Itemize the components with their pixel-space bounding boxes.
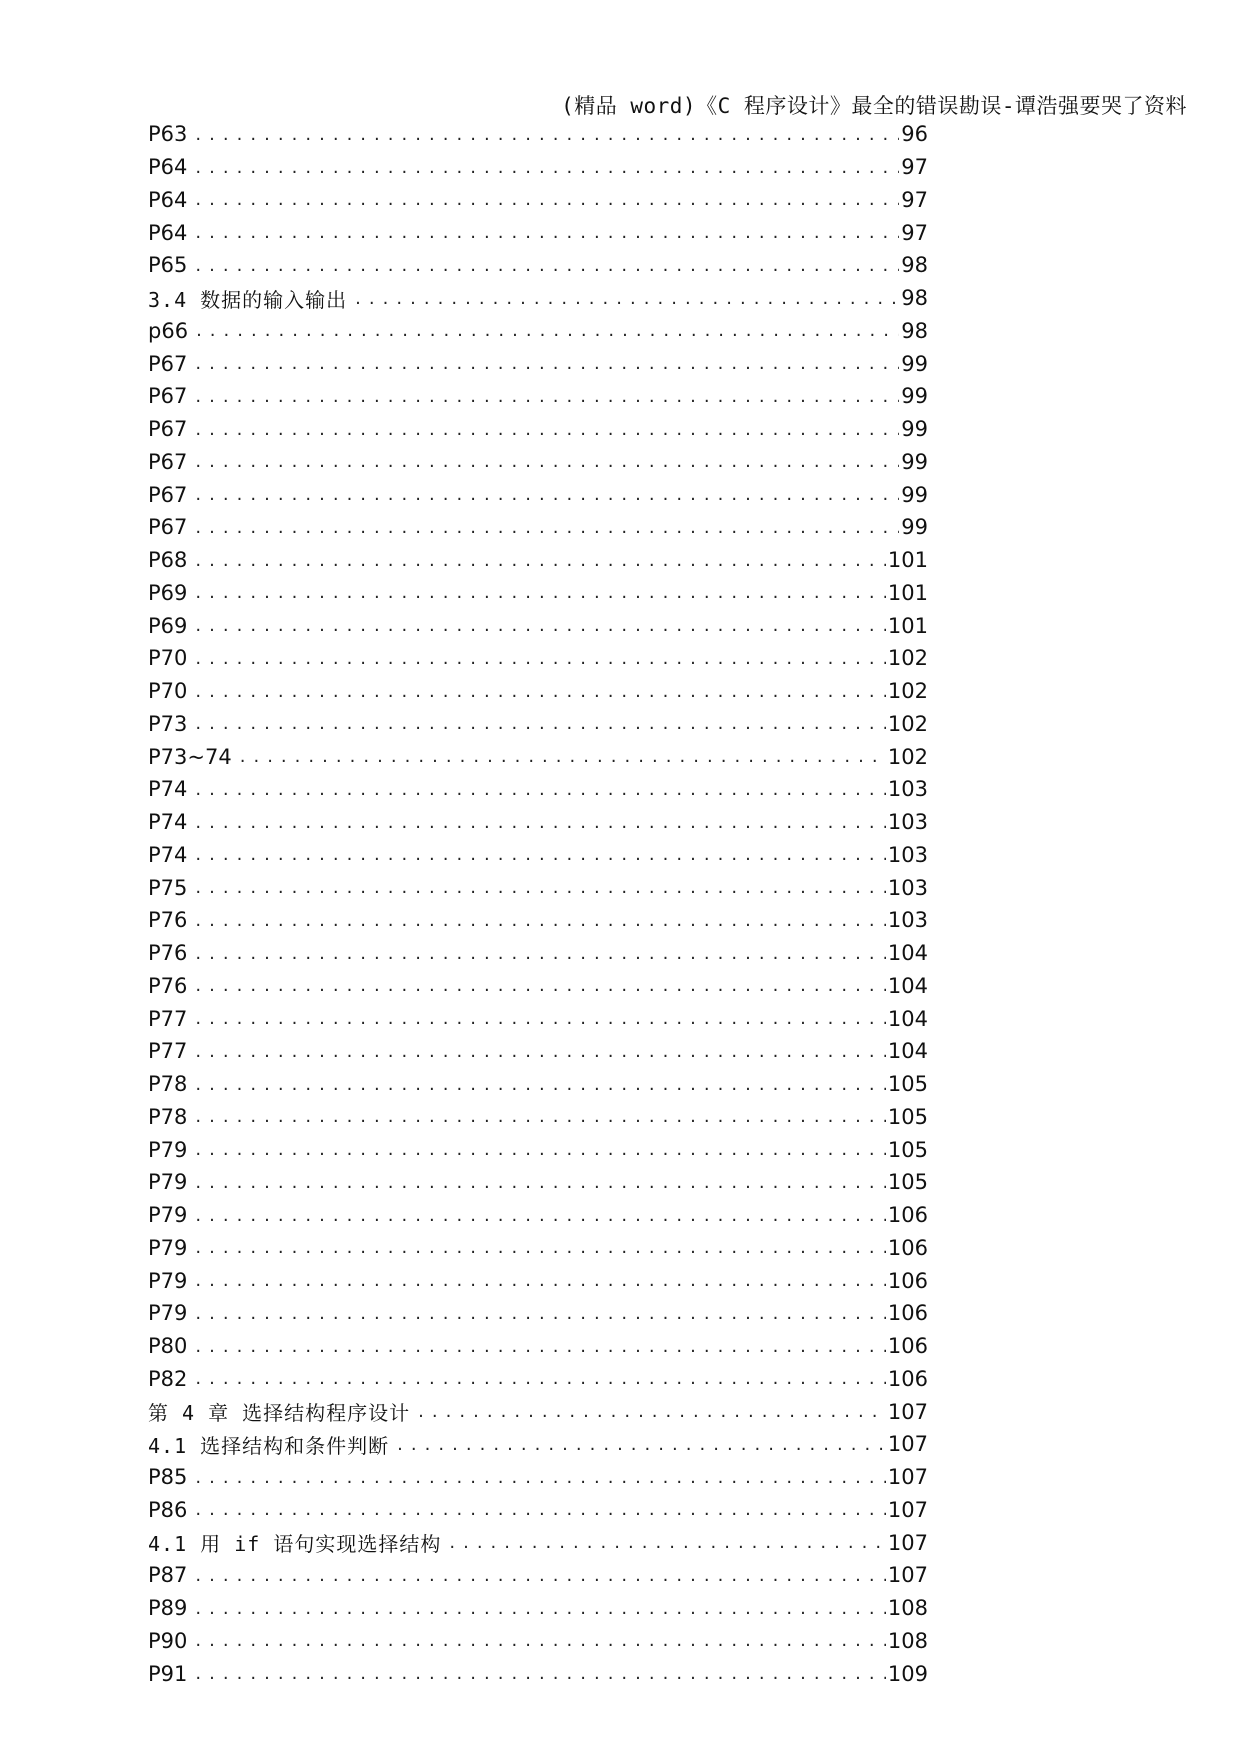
toc-entry-title: P76 xyxy=(148,941,188,966)
toc-entry-title: P63 xyxy=(148,122,188,147)
toc-entry-title: 4.1 选择结构和条件判断 xyxy=(148,1433,390,1458)
toc-entry[interactable] xyxy=(148,1264,928,1297)
toc-entry[interactable] xyxy=(148,1494,928,1527)
toc-dot-leader xyxy=(418,1401,886,1422)
toc-entry[interactable] xyxy=(148,511,928,544)
toc-entry-page: 103 xyxy=(887,777,928,802)
toc-entry-title: P80 xyxy=(148,1334,188,1359)
toc-entry[interactable] xyxy=(148,609,928,642)
toc-entry[interactable] xyxy=(148,1297,928,1330)
toc-entry-title: P79 xyxy=(148,1137,188,1162)
toc-entry[interactable] xyxy=(148,282,928,315)
toc-entry[interactable] xyxy=(148,871,928,904)
toc-entry-page: 96 xyxy=(901,122,928,147)
toc-dot-leader xyxy=(195,484,899,505)
toc-dot-leader xyxy=(195,157,899,178)
toc-dot-leader xyxy=(195,844,886,865)
toc-entry-page: 107 xyxy=(887,1399,928,1424)
toc-dot-leader xyxy=(195,386,899,407)
toc-entry-title: P67 xyxy=(148,449,188,474)
toc-entry-page: 102 xyxy=(887,679,928,704)
toc-dot-leader xyxy=(449,1532,886,1553)
toc-entry-page: 104 xyxy=(887,1039,928,1064)
toc-dot-leader xyxy=(195,353,899,374)
toc-entry[interactable] xyxy=(148,151,928,184)
toc-entry-title: P68 xyxy=(148,548,188,573)
toc-entry[interactable] xyxy=(148,216,928,249)
toc-entry-title: P91 xyxy=(148,1661,188,1686)
toc-dot-leader xyxy=(397,1434,886,1455)
toc-entry-page: 99 xyxy=(901,515,928,540)
toc-entry-page: 108 xyxy=(887,1596,928,1621)
toc-entry-title: P64 xyxy=(148,220,188,245)
toc-entry-title: P86 xyxy=(148,1497,188,1522)
toc-entry-title: P78 xyxy=(148,1072,188,1097)
toc-entry[interactable] xyxy=(148,413,928,446)
toc-dot-leader xyxy=(195,189,899,210)
toc-entry[interactable] xyxy=(148,904,928,937)
toc-entry-page: 104 xyxy=(887,973,928,998)
toc-entry[interactable] xyxy=(148,184,928,217)
toc-entry[interactable] xyxy=(148,577,928,610)
toc-entry-page: 103 xyxy=(887,842,928,867)
toc-entry[interactable] xyxy=(148,1395,928,1428)
toc-dot-leader xyxy=(195,877,886,898)
toc-entry-page: 102 xyxy=(887,744,928,769)
toc-entry-title: P69 xyxy=(148,613,188,638)
toc-entry-title: P74 xyxy=(148,842,188,867)
toc-entry-page: 101 xyxy=(887,548,928,573)
toc-entry[interactable] xyxy=(148,1625,928,1658)
toc-entry[interactable] xyxy=(148,347,928,380)
toc-entry-title: P74 xyxy=(148,810,188,835)
toc-dot-leader xyxy=(195,124,899,145)
toc-entry-page: 101 xyxy=(887,580,928,605)
toc-dot-leader xyxy=(195,451,899,472)
toc-dot-leader xyxy=(195,1172,886,1193)
toc-dot-leader xyxy=(355,288,899,309)
toc-dot-leader xyxy=(195,1499,886,1520)
table-of-contents xyxy=(148,118,928,1690)
toc-entry-title: P70 xyxy=(148,679,188,704)
toc-entry[interactable] xyxy=(148,708,928,741)
toc-entry-page: 108 xyxy=(887,1628,928,1653)
toc-entry-title: P79 xyxy=(148,1235,188,1260)
toc-dot-leader xyxy=(195,1106,886,1127)
toc-entry[interactable] xyxy=(148,1428,928,1461)
toc-dot-leader xyxy=(195,615,886,636)
toc-entry-title: P82 xyxy=(148,1366,188,1391)
toc-entry[interactable] xyxy=(148,970,928,1003)
document-header: (精品 word)《C 程序设计》最全的错误勘误-谭浩强要哭了资料 xyxy=(561,94,1187,118)
toc-entry-page: 106 xyxy=(887,1203,928,1228)
toc-entry[interactable] xyxy=(148,1526,928,1559)
toc-entry-title: P73~74 xyxy=(148,744,232,769)
toc-entry-page: 99 xyxy=(901,482,928,507)
toc-dot-leader xyxy=(195,1270,886,1291)
toc-entry-title: P67 xyxy=(148,384,188,409)
toc-entry-title: P74 xyxy=(148,777,188,802)
toc-entry-title: P87 xyxy=(148,1563,188,1588)
toc-entry[interactable] xyxy=(148,1002,928,1035)
toc-entry-page: 101 xyxy=(887,613,928,638)
toc-dot-leader xyxy=(195,910,886,931)
toc-entry-title: P69 xyxy=(148,580,188,605)
toc-entry-page: 105 xyxy=(887,1170,928,1195)
toc-dot-leader xyxy=(195,1237,886,1258)
toc-entry-page: 104 xyxy=(887,941,928,966)
toc-dot-leader xyxy=(195,1303,886,1324)
toc-entry-title: P85 xyxy=(148,1465,188,1490)
toc-entry-page: 98 xyxy=(901,286,928,311)
toc-dot-leader xyxy=(195,419,899,440)
toc-dot-leader xyxy=(195,1041,886,1062)
toc-entry-title: P64 xyxy=(148,187,188,212)
toc-entry-page: 105 xyxy=(887,1137,928,1162)
toc-entry[interactable] xyxy=(148,1035,928,1068)
toc-entry-title: P75 xyxy=(148,875,188,900)
toc-dot-leader xyxy=(195,1008,886,1029)
toc-entry-title: P89 xyxy=(148,1596,188,1621)
toc-dot-leader xyxy=(195,943,886,964)
toc-dot-leader xyxy=(195,1565,886,1586)
toc-entry-title: P77 xyxy=(148,1039,188,1064)
toc-entry-title: P65 xyxy=(148,253,188,278)
toc-entry[interactable] xyxy=(148,380,928,413)
toc-entry-page: 99 xyxy=(901,417,928,442)
toc-dot-leader xyxy=(195,222,899,243)
toc-entry-title: p66 xyxy=(148,318,189,343)
toc-dot-leader xyxy=(240,746,886,767)
toc-entry[interactable] xyxy=(148,642,928,675)
toc-entry-page: 99 xyxy=(901,449,928,474)
toc-entry-page: 97 xyxy=(901,220,928,245)
toc-entry[interactable] xyxy=(148,675,928,708)
toc-entry[interactable] xyxy=(148,1133,928,1166)
toc-dot-leader xyxy=(195,1368,886,1389)
toc-entry-title: P67 xyxy=(148,417,188,442)
toc-entry-page: 107 xyxy=(887,1497,928,1522)
toc-entry-page: 103 xyxy=(887,810,928,835)
toc-dot-leader xyxy=(195,550,886,571)
toc-entry-page: 98 xyxy=(901,318,928,343)
toc-entry-page: 105 xyxy=(887,1104,928,1129)
toc-entry-page: 106 xyxy=(887,1268,928,1293)
toc-entry-title: 3.4 数据的输入输出 xyxy=(148,287,348,312)
toc-entry[interactable] xyxy=(148,118,928,151)
toc-entry[interactable] xyxy=(148,740,928,773)
toc-entry[interactable] xyxy=(148,806,928,839)
toc-dot-leader xyxy=(195,255,899,276)
toc-entry-page: 99 xyxy=(901,384,928,409)
toc-entry-page: 106 xyxy=(887,1235,928,1260)
toc-dot-leader xyxy=(195,582,886,603)
toc-entry-title: P67 xyxy=(148,515,188,540)
toc-entry[interactable] xyxy=(148,1461,928,1494)
toc-dot-leader xyxy=(195,975,886,996)
toc-dot-leader xyxy=(195,1205,886,1226)
toc-dot-leader xyxy=(195,1336,886,1357)
toc-entry[interactable] xyxy=(148,937,928,970)
toc-entry-page: 103 xyxy=(887,908,928,933)
toc-entry[interactable] xyxy=(148,249,928,282)
toc-dot-leader xyxy=(195,1630,886,1651)
toc-entry[interactable] xyxy=(148,315,928,348)
toc-dot-leader xyxy=(195,648,886,669)
toc-entry-title: P79 xyxy=(148,1301,188,1326)
toc-entry-page: 102 xyxy=(887,646,928,671)
toc-entry[interactable] xyxy=(148,478,928,511)
toc-entry[interactable] xyxy=(148,1559,928,1592)
toc-entry-page: 107 xyxy=(887,1432,928,1457)
toc-entry-page: 98 xyxy=(901,253,928,278)
toc-entry[interactable] xyxy=(148,1199,928,1232)
toc-entry-page: 103 xyxy=(887,875,928,900)
toc-dot-leader xyxy=(196,320,899,341)
toc-entry-title: P73 xyxy=(148,711,188,736)
toc-entry-page: 107 xyxy=(887,1465,928,1490)
toc-dot-leader xyxy=(195,1663,886,1684)
toc-entry-title: P78 xyxy=(148,1104,188,1129)
toc-entry-page: 106 xyxy=(887,1334,928,1359)
toc-entry-title: P77 xyxy=(148,1006,188,1031)
toc-entry-title: P79 xyxy=(148,1268,188,1293)
toc-entry-title: P90 xyxy=(148,1628,188,1653)
toc-entry-page: 106 xyxy=(887,1366,928,1391)
toc-entry[interactable] xyxy=(148,1101,928,1134)
toc-entry[interactable] xyxy=(148,1657,928,1690)
toc-entry-title: P67 xyxy=(148,482,188,507)
toc-entry-page: 99 xyxy=(901,351,928,376)
toc-dot-leader xyxy=(195,812,886,833)
toc-entry[interactable] xyxy=(148,1232,928,1265)
toc-entry-page: 106 xyxy=(887,1301,928,1326)
toc-entry-title: P70 xyxy=(148,646,188,671)
toc-dot-leader xyxy=(195,779,886,800)
toc-dot-leader xyxy=(195,1074,886,1095)
toc-entry-page: 109 xyxy=(887,1661,928,1686)
toc-dot-leader xyxy=(195,681,886,702)
toc-entry-title: 4.1 用 if 语句实现选择结构 xyxy=(148,1532,442,1557)
toc-entry[interactable] xyxy=(148,1592,928,1625)
toc-entry-page: 104 xyxy=(887,1006,928,1031)
toc-entry-title: P67 xyxy=(148,351,188,376)
toc-entry-title: P64 xyxy=(148,155,188,180)
toc-entry-title: P79 xyxy=(148,1203,188,1228)
toc-entry[interactable] xyxy=(148,839,928,872)
toc-entry-page: 97 xyxy=(901,155,928,180)
toc-entry-page: 105 xyxy=(887,1072,928,1097)
toc-entry-page: 102 xyxy=(887,711,928,736)
toc-entry[interactable] xyxy=(148,1166,928,1199)
toc-dot-leader xyxy=(195,713,886,734)
toc-entry-title: P76 xyxy=(148,908,188,933)
toc-entry[interactable] xyxy=(148,1068,928,1101)
toc-entry-page: 107 xyxy=(887,1563,928,1588)
toc-entry-title: P79 xyxy=(148,1170,188,1195)
toc-entry-title: P76 xyxy=(148,973,188,998)
toc-entry[interactable] xyxy=(148,1363,928,1396)
toc-entry[interactable] xyxy=(148,773,928,806)
toc-entry-title: 第 4 章 选择结构程序设计 xyxy=(148,1401,411,1426)
toc-entry-page: 97 xyxy=(901,187,928,212)
toc-entry[interactable] xyxy=(148,446,928,479)
toc-dot-leader xyxy=(195,517,899,538)
toc-entry[interactable] xyxy=(148,544,928,577)
toc-dot-leader xyxy=(195,1598,886,1619)
toc-entry-page: 107 xyxy=(887,1530,928,1555)
toc-dot-leader xyxy=(195,1467,886,1488)
toc-entry[interactable] xyxy=(148,1330,928,1363)
toc-dot-leader xyxy=(195,1139,886,1160)
